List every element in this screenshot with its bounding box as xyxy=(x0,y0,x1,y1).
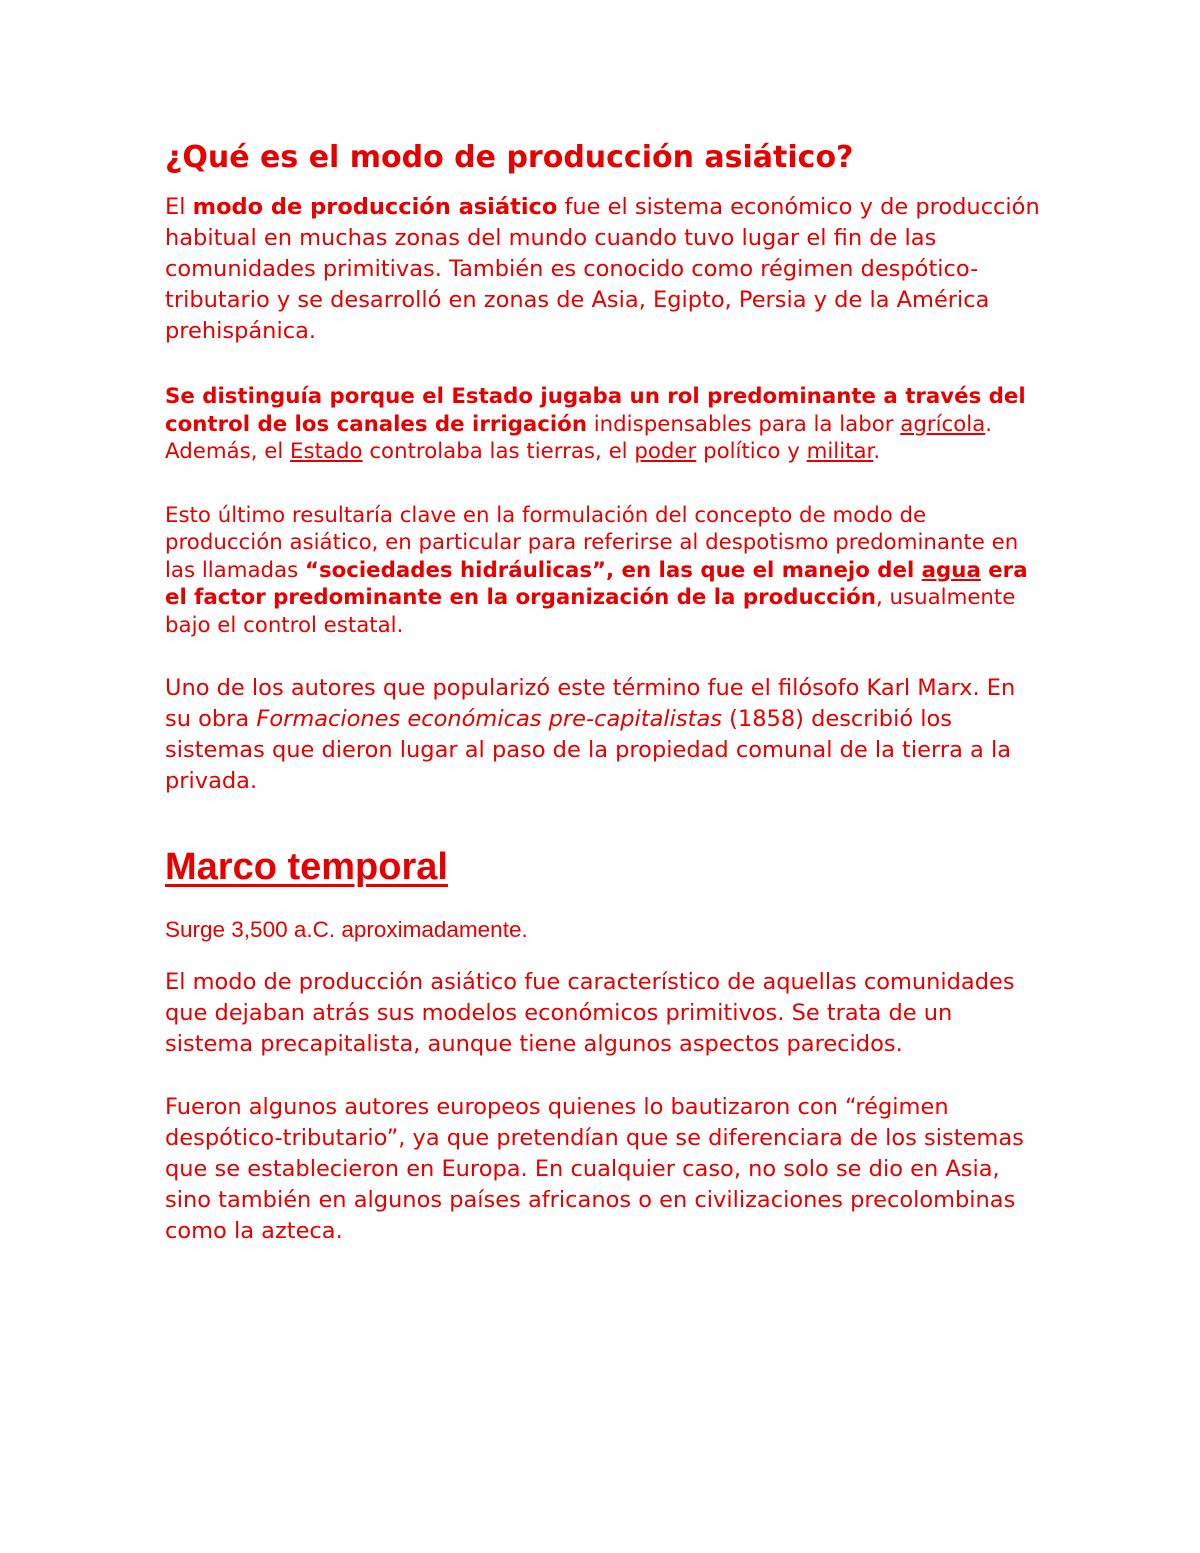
state-text-5: . xyxy=(873,439,881,464)
hydraulic-paragraph xyxy=(165,502,1045,640)
state-text-4: político y xyxy=(696,439,807,464)
surge-paragraph: Surge 3,500 a.C. aproximadamente. xyxy=(165,917,528,942)
link-estado[interactable]: Estado xyxy=(290,439,363,464)
state-text-2: . Además, el xyxy=(165,411,993,464)
fueron-paragraph: Fueron algunos autores europeos quienes lo bautizaron con “régimen despótico-tributario”, ya que pretendían que se diferenciara de los sistemas que se establecieron en Europa. En cualquier caso, no solo se dio en Asia, sino también en algunos países africanos o en civilizaciones precolombinas como la azteca. xyxy=(165,1094,1024,1244)
intro-rest: fue el sistema económico y de producción habitual en muchas zonas del mundo cuando tuvo lugar el fin de las comunidades primitivas. También es conocido como régimen despótico-tributario y se desarrolló en zonas de Asia, Egipto, Persia y de la América prehispánica. xyxy=(165,194,1040,344)
link-agricola[interactable]: agrícola xyxy=(900,411,986,437)
intro-paragraph xyxy=(165,192,1045,347)
link-militar[interactable]: militar xyxy=(806,439,874,464)
marx-paragraph xyxy=(165,673,1045,797)
link-agua[interactable]: agua xyxy=(921,557,981,583)
intro-lead: El xyxy=(165,194,193,220)
state-bold-text: Se distinguía porque el Estado jugaba un rol predominante a través del control de los canales de irrigación xyxy=(165,384,1026,437)
marx-text-2: (1858) describió los sistemas que dieron lugar al paso de la propiedad comunal de la tierra a la privada. xyxy=(165,706,1012,794)
link-poder[interactable]: poder xyxy=(634,439,697,464)
document-page xyxy=(165,138,1045,1247)
book-title: Formaciones económicas pre-capitalistas xyxy=(256,706,722,732)
hydro-text-1: Esto último resultaría clave en la formulación del concepto de modo de producción asiático, en particular para referirse al despotismo predominante en las llamadas xyxy=(165,502,1019,583)
page-title: ¿Qué es el modo de producción asiático? xyxy=(165,140,854,175)
modo-paragraph: El modo de producción asiático fue característico de aquellas comunidades que dejaban atrás sus modelos económicos primitivos. Se trata de un sistema precapitalista, aunque tiene algunos aspectos parecidos. xyxy=(165,969,1015,1057)
state-text-3: controlaba las tierras, el xyxy=(362,439,635,464)
state-paragraph xyxy=(165,383,1045,466)
hydro-bold-text-2: era el factor predominante en la organización de la producción xyxy=(165,557,1028,610)
marx-text-1: Uno de los autores que popularizó este término fue el filósofo Karl Marx. En su obra xyxy=(165,675,1016,732)
section-title: Marco temporal xyxy=(165,846,448,888)
hydro-text-2: , usualmente bajo el control estatal. xyxy=(165,585,1016,638)
state-text-1: indispensables para la labor xyxy=(586,411,901,437)
hydro-bold-text-1: “sociedades hidráulicas”, en las que el manejo del xyxy=(304,557,922,583)
intro-bold-term: modo de producción asiático xyxy=(192,194,558,220)
